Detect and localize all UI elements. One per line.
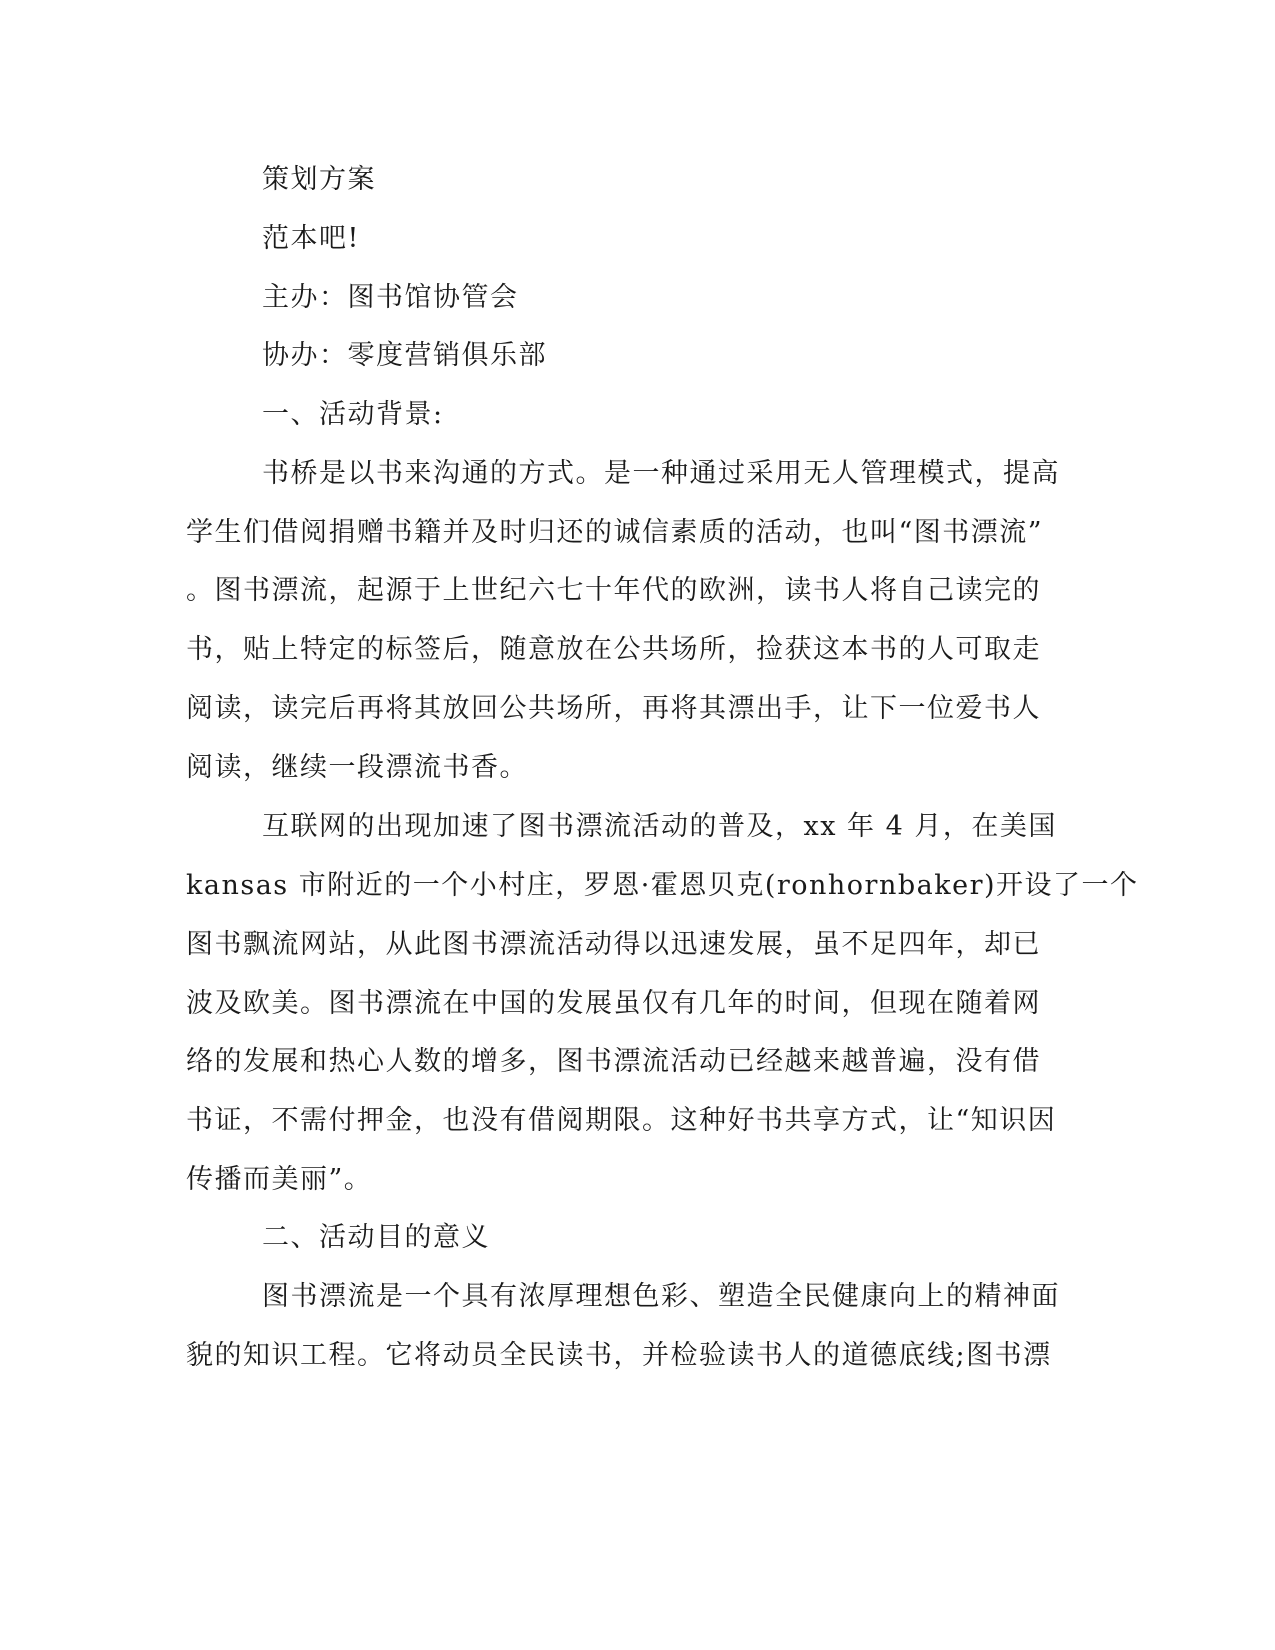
paragraph-line: 图书漂流是一个具有浓厚理想色彩、塑造全民健康向上的精神面 <box>262 1281 1060 1312</box>
paragraph-line: 书桥是以书来沟通的方式。是一种通过采用无人管理模式，提高 <box>262 458 1060 489</box>
paragraph-line: 图书飘流网站，从此图书漂流活动得以迅速发展，虽不足四年，却已 <box>186 929 1041 960</box>
doc-subtitle: 范本吧! <box>262 223 360 254</box>
paragraph-line: 阅读，读完后再将其放回公共场所，再将其漂出手，让下一位爱书人 <box>186 693 1041 724</box>
paragraph-line: 阅读，继续一段漂流书香。 <box>186 752 528 783</box>
paragraph-line: 波及欧美。图书漂流在中国的发展虽仅有几年的时间，但现在随着网 <box>186 988 1041 1019</box>
paragraph-line: 貌的知识工程。它将动员全民读书，并检验读书人的道德底线;图书漂 <box>186 1340 1052 1371</box>
co-organizer-line: 协办：零度营销俱乐部 <box>262 340 547 371</box>
paragraph-line: 。图书漂流，起源于上世纪六七十年代的欧洲，读书人将自己读完的 <box>186 575 1041 606</box>
section-heading-purpose: 二、活动目的意义 <box>262 1222 490 1253</box>
paragraph-line: 传播而美丽”。 <box>186 1164 373 1195</box>
paragraph-line: 络的发展和热心人数的增多，图书漂流活动已经越来越普遍，没有借 <box>186 1046 1041 1077</box>
paragraph-line: 学生们借阅捐赠书籍并及时归还的诚信素质的活动，也叫“图书漂流” <box>186 517 1044 548</box>
doc-title: 策划方案 <box>262 164 376 195</box>
paragraph-line: 互联网的出现加速了图书漂流活动的普及，xx 年 4 月，在美国 <box>262 811 1057 842</box>
paragraph-line: kansas 市附近的一个小村庄，罗恩·霍恩贝克(ronhornbaker)开设了一个 <box>186 870 1139 901</box>
organizer-line: 主办：图书馆协管会 <box>262 282 519 313</box>
paragraph-line: 书，贴上特定的标签后，随意放在公共场所，捡获这本书的人可取走 <box>186 634 1041 665</box>
section-heading-background: 一、活动背景: <box>262 399 444 430</box>
paragraph-line: 书证，不需付押金，也没有借阅期限。这种好书共享方式，让“知识因 <box>186 1105 1057 1136</box>
